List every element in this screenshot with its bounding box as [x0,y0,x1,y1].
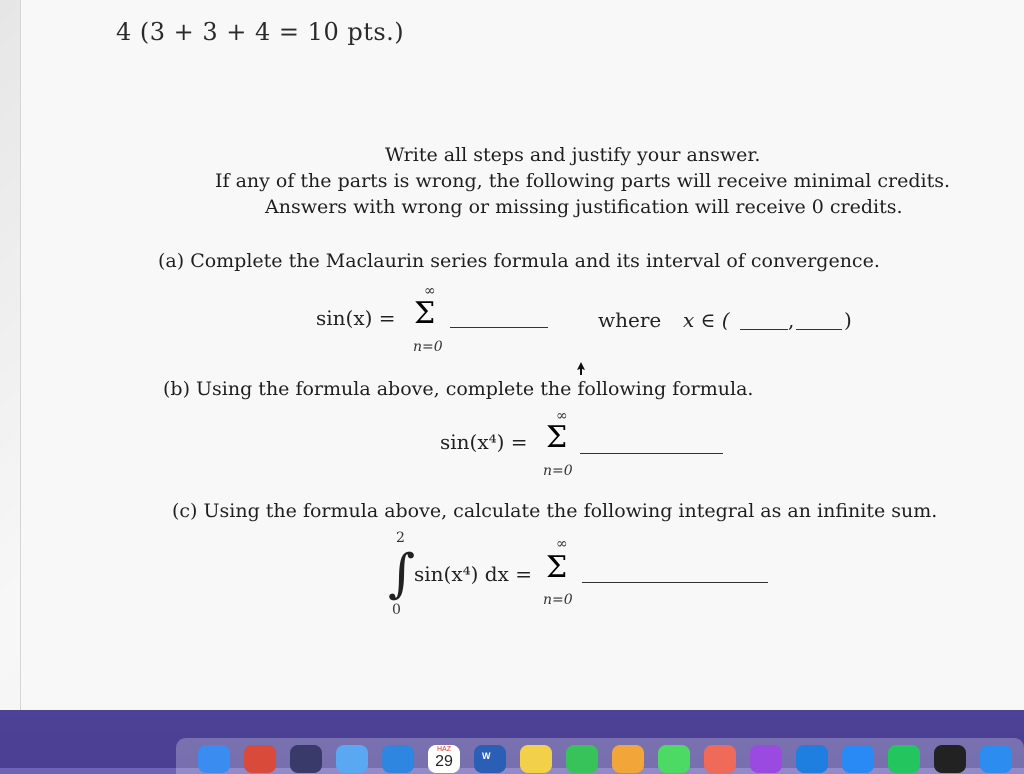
part-b-lower-limit: n=0 [543,463,573,479]
part-c-upper-limit: ∞ [556,536,568,552]
messages-icon[interactable] [658,745,690,773]
notes-icon[interactable] [520,745,552,773]
problem-header: 4 (3 + 3 + 4 = 10 pts.) [116,18,405,46]
part-a-interval-close: ) [844,308,852,332]
system-icon[interactable] [796,745,828,773]
part-b-sigma: Σ [546,420,568,455]
app-store-icon[interactable] [842,745,874,773]
spotify-icon[interactable] [888,745,920,773]
part-b-upper-limit: ∞ [556,408,568,424]
instruction-line-3: Answers with wrong or missing justification will receive 0 credits. [265,196,903,218]
calendar-icon[interactable] [428,745,460,773]
part-a-series-blank[interactable] [450,327,548,328]
mouse-pointer-icon [576,362,586,376]
instruction-line-2: If any of the parts is wrong, the following parts will receive minimal credits. [215,170,951,192]
part-a-interval-comma: , [788,308,795,332]
podcasts-icon[interactable] [750,745,782,773]
part-c-integrand: sin(x⁴) dx = [414,562,532,586]
finder-icon[interactable] [198,745,230,773]
safari-icon[interactable] [382,745,414,773]
word-icon-label: W [482,751,491,761]
chatgpt-icon[interactable] [934,745,966,773]
document-page [20,0,1024,710]
part-a-lower-limit: n=0 [413,339,443,355]
part-a-interval-right-blank[interactable] [796,329,842,330]
launchpad-icon[interactable] [244,745,276,773]
part-a-prompt: (a) Complete the Maclaurin series formula and its interval of convergence. [158,250,880,272]
part-b-series-blank[interactable] [580,453,723,454]
part-a-sigma: Σ [414,296,436,331]
word-icon[interactable] [474,745,506,773]
whatsapp-icon[interactable] [566,745,598,773]
instruction-line-1: Write all steps and justify your answer. [385,144,761,166]
part-a-interval-open: x ∈ ( [683,308,730,332]
mail-icon[interactable] [336,745,368,773]
vpn-icon[interactable] [980,745,1012,773]
siri-icon[interactable] [290,745,322,773]
part-b-prompt: (b) Using the formula above, complete the following formula. [163,378,754,400]
calendar-day-label: 29 [435,753,453,770]
part-c-integral-lower: 0 [392,602,401,618]
part-c-prompt: (c) Using the formula above, calculate the following integral as an infinite sum. [172,500,938,522]
photos-icon[interactable] [612,745,644,773]
part-a-interval-left-blank[interactable] [740,329,788,330]
reminders-icon[interactable] [704,745,736,773]
part-a-upper-limit: ∞ [424,283,436,299]
calendar-month-label: HAZ [437,746,451,753]
part-c-integral-sign: ∫ [388,544,416,604]
part-b-lhs: sin(x⁴) = [440,430,528,454]
part-c-lower-limit: n=0 [543,592,573,608]
part-c-integral-upper: 2 [396,530,405,546]
part-a-lhs: sin(x) = [316,306,396,330]
part-c-series-blank[interactable] [582,582,768,583]
part-c-sigma: Σ [546,550,568,585]
part-a-where: where [598,308,662,332]
